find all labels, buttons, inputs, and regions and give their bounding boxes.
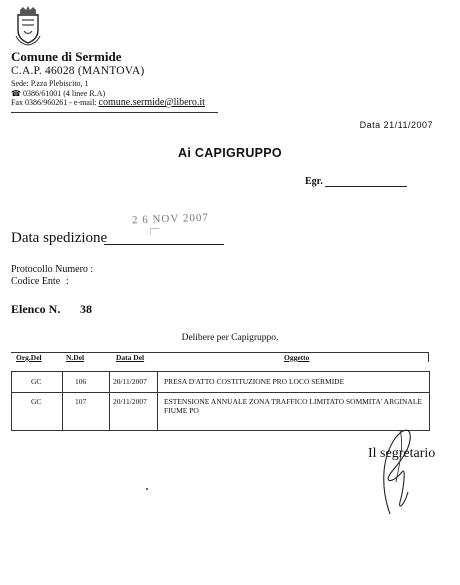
col-divider <box>157 372 158 430</box>
row1-ndel: 106 <box>75 377 87 386</box>
date-stamp: 2 6 NOV 2007 <box>131 211 210 227</box>
row2-data: 20/11/2007 <box>113 397 147 406</box>
codice-ente-colon: : <box>66 276 69 287</box>
subtitle: Delibere per Capigruppo. <box>181 333 279 343</box>
elenco-number: 38 <box>80 302 92 316</box>
codice-ente-label: Codice Ente <box>11 276 61 287</box>
row-divider <box>12 392 429 393</box>
handwritten-signature-icon <box>360 422 450 517</box>
col-header-ndel: N.Del <box>66 353 85 362</box>
data-spedizione-line <box>104 244 224 245</box>
signature-label: Il segretario <box>368 446 436 461</box>
fax-prefix: Fax 0386/960261 - e-mail: <box>11 98 99 107</box>
document-title: Ai CAPIGRUPPO <box>178 146 282 160</box>
email-link[interactable]: comune.sermide@libero.it <box>98 97 205 108</box>
scan-speck <box>146 488 148 490</box>
row1-data: 20/11/2007 <box>113 377 147 386</box>
stamp-mark <box>150 228 159 235</box>
office-address: Sede: P.zza Plebiscito, 1 <box>11 79 89 88</box>
phone-icon: ☎ <box>11 89 21 98</box>
org-name: Comune di Sermide <box>11 49 122 64</box>
egr-blank-line <box>325 186 407 187</box>
postal-code: C.A.P. 46028 (MANTOVA) <box>11 65 145 77</box>
elenco-label: Elenco N. <box>11 302 61 316</box>
col-header-org: Org.Del <box>16 353 42 362</box>
header-divider <box>11 112 218 113</box>
phone-number: 0386/61001 (4 linee R.A) <box>22 89 106 98</box>
data-spedizione-label: Data spedizione <box>11 230 108 246</box>
col-header-data: Data Del <box>116 353 145 362</box>
col-divider <box>62 372 63 430</box>
row2-org: GC <box>31 397 42 406</box>
col-divider <box>109 372 110 430</box>
row1-oggetto: PRESA D'ATTO COSTITUZIONE PRO LOCO SERMIDE <box>164 377 345 386</box>
municipal-crest-icon <box>14 6 42 46</box>
row1-org: GC <box>31 377 42 386</box>
fax-email-line <box>11 97 205 108</box>
egr-label: Egr. <box>305 176 323 187</box>
row2-oggetto: ESTENSIONE ANNUALE ZONA TRAFFICO LIMITATO SOMMITA' ARGINALE FIUME PO <box>164 397 422 415</box>
col-header-oggetto: Oggetto <box>284 353 310 362</box>
row2-ndel: 107 <box>75 397 87 406</box>
protocollo-label: Protocollo Numero : <box>11 264 94 275</box>
document-date: Data 21/11/2007 <box>359 120 433 130</box>
